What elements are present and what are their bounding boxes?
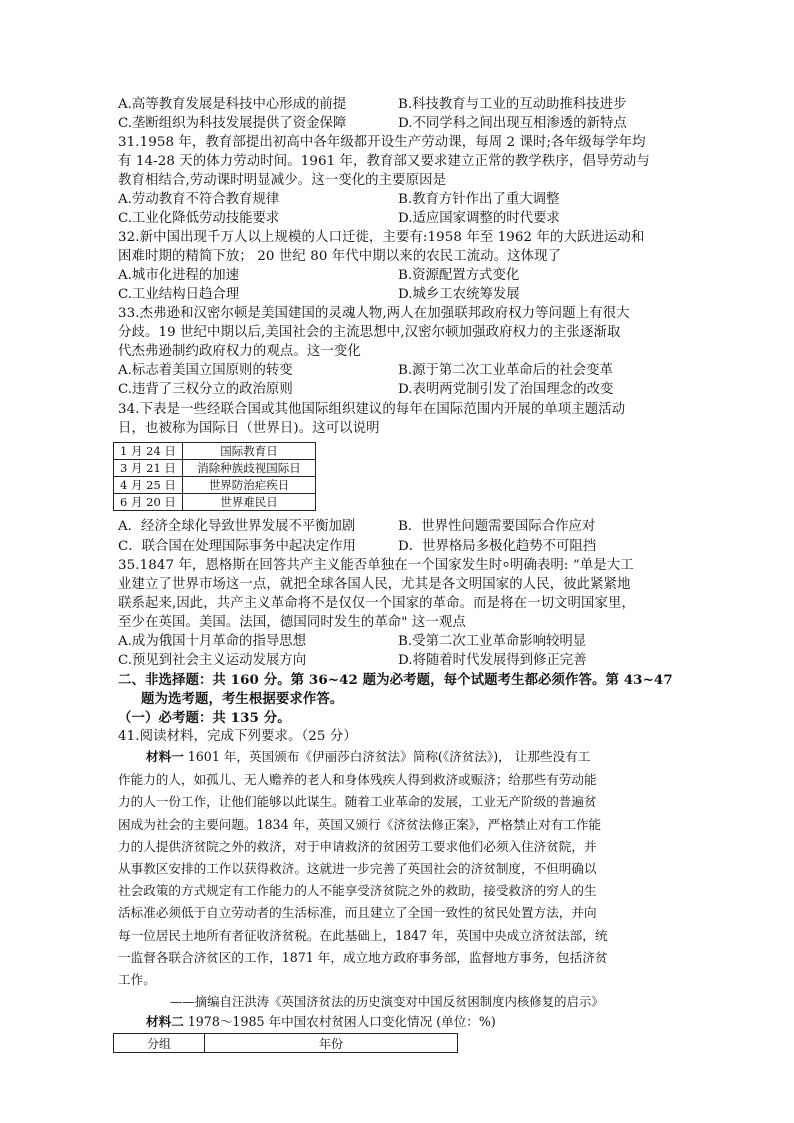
table-row: [114, 494, 316, 511]
q32-stem-line: 32.新中国出现千万人以上规模的人口迁徙，主要有:1958 年至 1962 年的大跃进运动和: [118, 230, 645, 245]
q34-option-d: D．世界格局多极化趋势不可阻挡: [398, 539, 597, 554]
q34-stem-line: 34.下表是一些经联合国或其他国际组织建议的每年在国际范围内开展的单项主题活动: [118, 402, 626, 417]
q34-stem-line: 日，也被称为国际日（世界日)。这可以说明: [118, 421, 380, 436]
q32-option-a: A.城市化进程的加速: [118, 268, 240, 283]
q33-stem-line: 代杰弗逊制约政府权力的观点。这一变化: [118, 344, 361, 359]
day-name-cell: 世界难民日: [183, 494, 316, 511]
material1-line: 社会政策的方式规定有工作能力的人不能享受济贫院之外的救助，接受救济的穷人的生: [118, 883, 597, 899]
q33-option-a: A.标志着美国立国原则的转变: [118, 363, 293, 378]
day-name-cell: 消除种族歧视国际日: [183, 460, 316, 477]
q33-option-b: B.源于第二次工业革命后的社会变革: [398, 363, 613, 378]
q32-option-b: B.资源配置方式变化: [398, 268, 520, 283]
q35-option-c: C.预见到社会主义运动发展方向: [118, 653, 307, 668]
q30-option-d: D.不同学科之间出现互相渗透的新特点: [398, 116, 627, 131]
year-column-header: 年份: [205, 1034, 458, 1053]
q35-stem-line: 35.1847 年，恩格斯在回答共产主义能否单独在一个国家发生时⸰明确表明: “单是大工: [118, 558, 634, 573]
q33-stem-line: 33.杰弗逊和汉密尔顿是美国建国的灵魂人物,两人在加强联邦政府权力等问题上有很大: [118, 306, 630, 321]
material2-heading: [146, 1011, 496, 1033]
q31-option-b: B.教育方针作出了重大调整: [398, 192, 560, 207]
q35-stem-line: 业建立了世界市场这一点，就把全球各国人民，尤其是各文明国家的人民，彼此紧紧地: [118, 577, 631, 592]
table-row: [114, 443, 316, 460]
material1-line: 活标准必须低于自立劳动者的生活标准，而且建立了全国一致性的贫民处置方法，并向: [118, 905, 597, 921]
q30-option-c: C.垄断组织为科技发展提供了资金保障: [118, 116, 347, 131]
q30-option-b: B.科技教育与工业的互动助推科技进步: [398, 97, 627, 112]
date-cell: 6 月 20 日: [114, 494, 183, 511]
required-questions-heading: （一）必考题：共 135 分。: [118, 710, 291, 726]
q35-option-d: D.将随着时代发展得到修正完善: [398, 653, 587, 668]
q41-stem: 41.阅读材料，完成下列要求。（25 分）: [118, 729, 357, 744]
section-heading: 二、非选择题：共 160 分。第 36~42 题为必考题，每个试题考生都必须作答。第 43~47: [118, 672, 673, 688]
group-column-header: 分组: [114, 1034, 205, 1053]
material1-line: 从事教区安排的工作以获得救济。这就进一步完善了英国社会的济贫制度，不但明确以: [118, 861, 597, 876]
poverty-table-header: [113, 1033, 458, 1053]
table-row: [114, 460, 316, 477]
q34-option-a: A．经济全球化导致世界发展不平衡加剧: [118, 519, 356, 534]
material1-line: 一监督各联合济贫区的工作，1871 年，成立地方政府事务部，监督地方事务，包括济贫: [118, 949, 608, 965]
material1-line: 困成为社会的主要问题。1834 年，英国又颁行《济贫法修正案》，严格禁止对有工作能: [118, 816, 602, 832]
day-name-cell: 国际教育日: [183, 443, 316, 460]
material1-first-line: [146, 746, 590, 768]
q31-option-a: A.劳动教育不符合教育规律: [118, 192, 280, 207]
section-heading-cont: 题为选考题，考生根据要求作答。: [141, 691, 344, 707]
day-name-cell: 世界防治疟疾日: [183, 477, 316, 494]
q34-option-c: C．联合国在处理国际事务中起决定作用: [118, 539, 356, 554]
q33-option-c: C.违背了三权分立的政治原则: [118, 382, 293, 397]
material1-line: 每一位居民土地所有者征收济贫税。在此基础上，1847 年，英国中央成立济贫法部，统: [118, 927, 608, 943]
date-cell: 1 月 24 日: [114, 443, 183, 460]
material1-label: 材料一: [146, 749, 184, 764]
q33-option-d: D.表明两党制引发了治国理念的改变: [398, 382, 614, 397]
table-row: [114, 477, 316, 494]
q30-option-a: A.高等教育发展是科技中心形成的前提: [118, 97, 347, 112]
q32-option-c: C.工业结构日趋合理: [118, 287, 240, 302]
international-days-table: [113, 442, 316, 511]
q35-stem-line: 联系起来,因此，共产主义革命将不是仅仅一个国家的革命。而是将在一切文明国家里，: [118, 596, 635, 611]
q32-option-d: D.城乡工农统筹发展: [398, 287, 520, 302]
q34-option-b: B．世界性问题需要国际合作应对: [398, 519, 596, 534]
date-cell: 4 月 25 日: [114, 477, 183, 494]
q35-stem-line: 至少在英国。美国。法国，德国同时发生的革命" 这一观点: [118, 615, 466, 630]
material1-line: 力的人提供济贫院之外的救济，对于申请救济的贫困劳工要求他们必须入住济贫院，并: [118, 838, 597, 854]
q31-option-c: C.工业化降低劳动技能要求: [118, 211, 280, 226]
material1-line: 力的人一份工作，让他们能够以此谋生。随着工业革命的发展，工业无产阶级的普遍贫: [118, 794, 597, 810]
q31-stem-line: 有 14-28 天的体力劳动时间。1961 年，教育部又要求建立正常的教学秩序，倡导劳动与: [118, 154, 650, 169]
material1-source: ——摘编自汪洪涛《英国济贫法的历史演变对中国反贫困制度内核修复的启示》: [170, 994, 604, 1010]
table-row: [114, 1034, 458, 1053]
material2-text: 1978～1985 年中国农村贫困人口变化情况 (单位：%): [183, 1014, 496, 1030]
q31-stem-line: 教育相结合,劳动课时明显减少。这一变化的主要原因是: [118, 173, 447, 188]
q31-option-d: D.适应国家调整的时代要求: [398, 211, 560, 226]
q32-stem-line: 困难时期的精简下放； 20 世纪 80 年代中期以来的农民工流动。这体现了: [118, 249, 562, 264]
q31-stem-line: 31.1958 年，教育部提出初高中各年级都开设生产劳动课，每周 2 课时;各年级每学年均: [118, 135, 646, 150]
material2-label: 材料二: [146, 1014, 184, 1030]
q35-option-a: A.成为俄国十月革命的指导思想: [118, 634, 307, 649]
material1-text: 1601 年，英国颁布《伊丽莎白济贫法》简称(《济贫法》)， 让那些没有工: [183, 749, 591, 764]
material1-line: 作能力的人，如孤儿、无人赡养的老人和身体残疾人得到救济或赈济；给那些有劳动能: [118, 772, 597, 788]
material1-line: 工作。: [118, 972, 156, 987]
date-cell: 3 月 21 日: [114, 460, 183, 477]
q33-stem-line: 分歧。19 世纪中期以后,美国社会的主流思想中,汉密尔顿加强政府权力的主张逐渐取: [118, 325, 621, 340]
q35-option-b: B.受第二次工业革命影响较明显: [398, 634, 587, 649]
